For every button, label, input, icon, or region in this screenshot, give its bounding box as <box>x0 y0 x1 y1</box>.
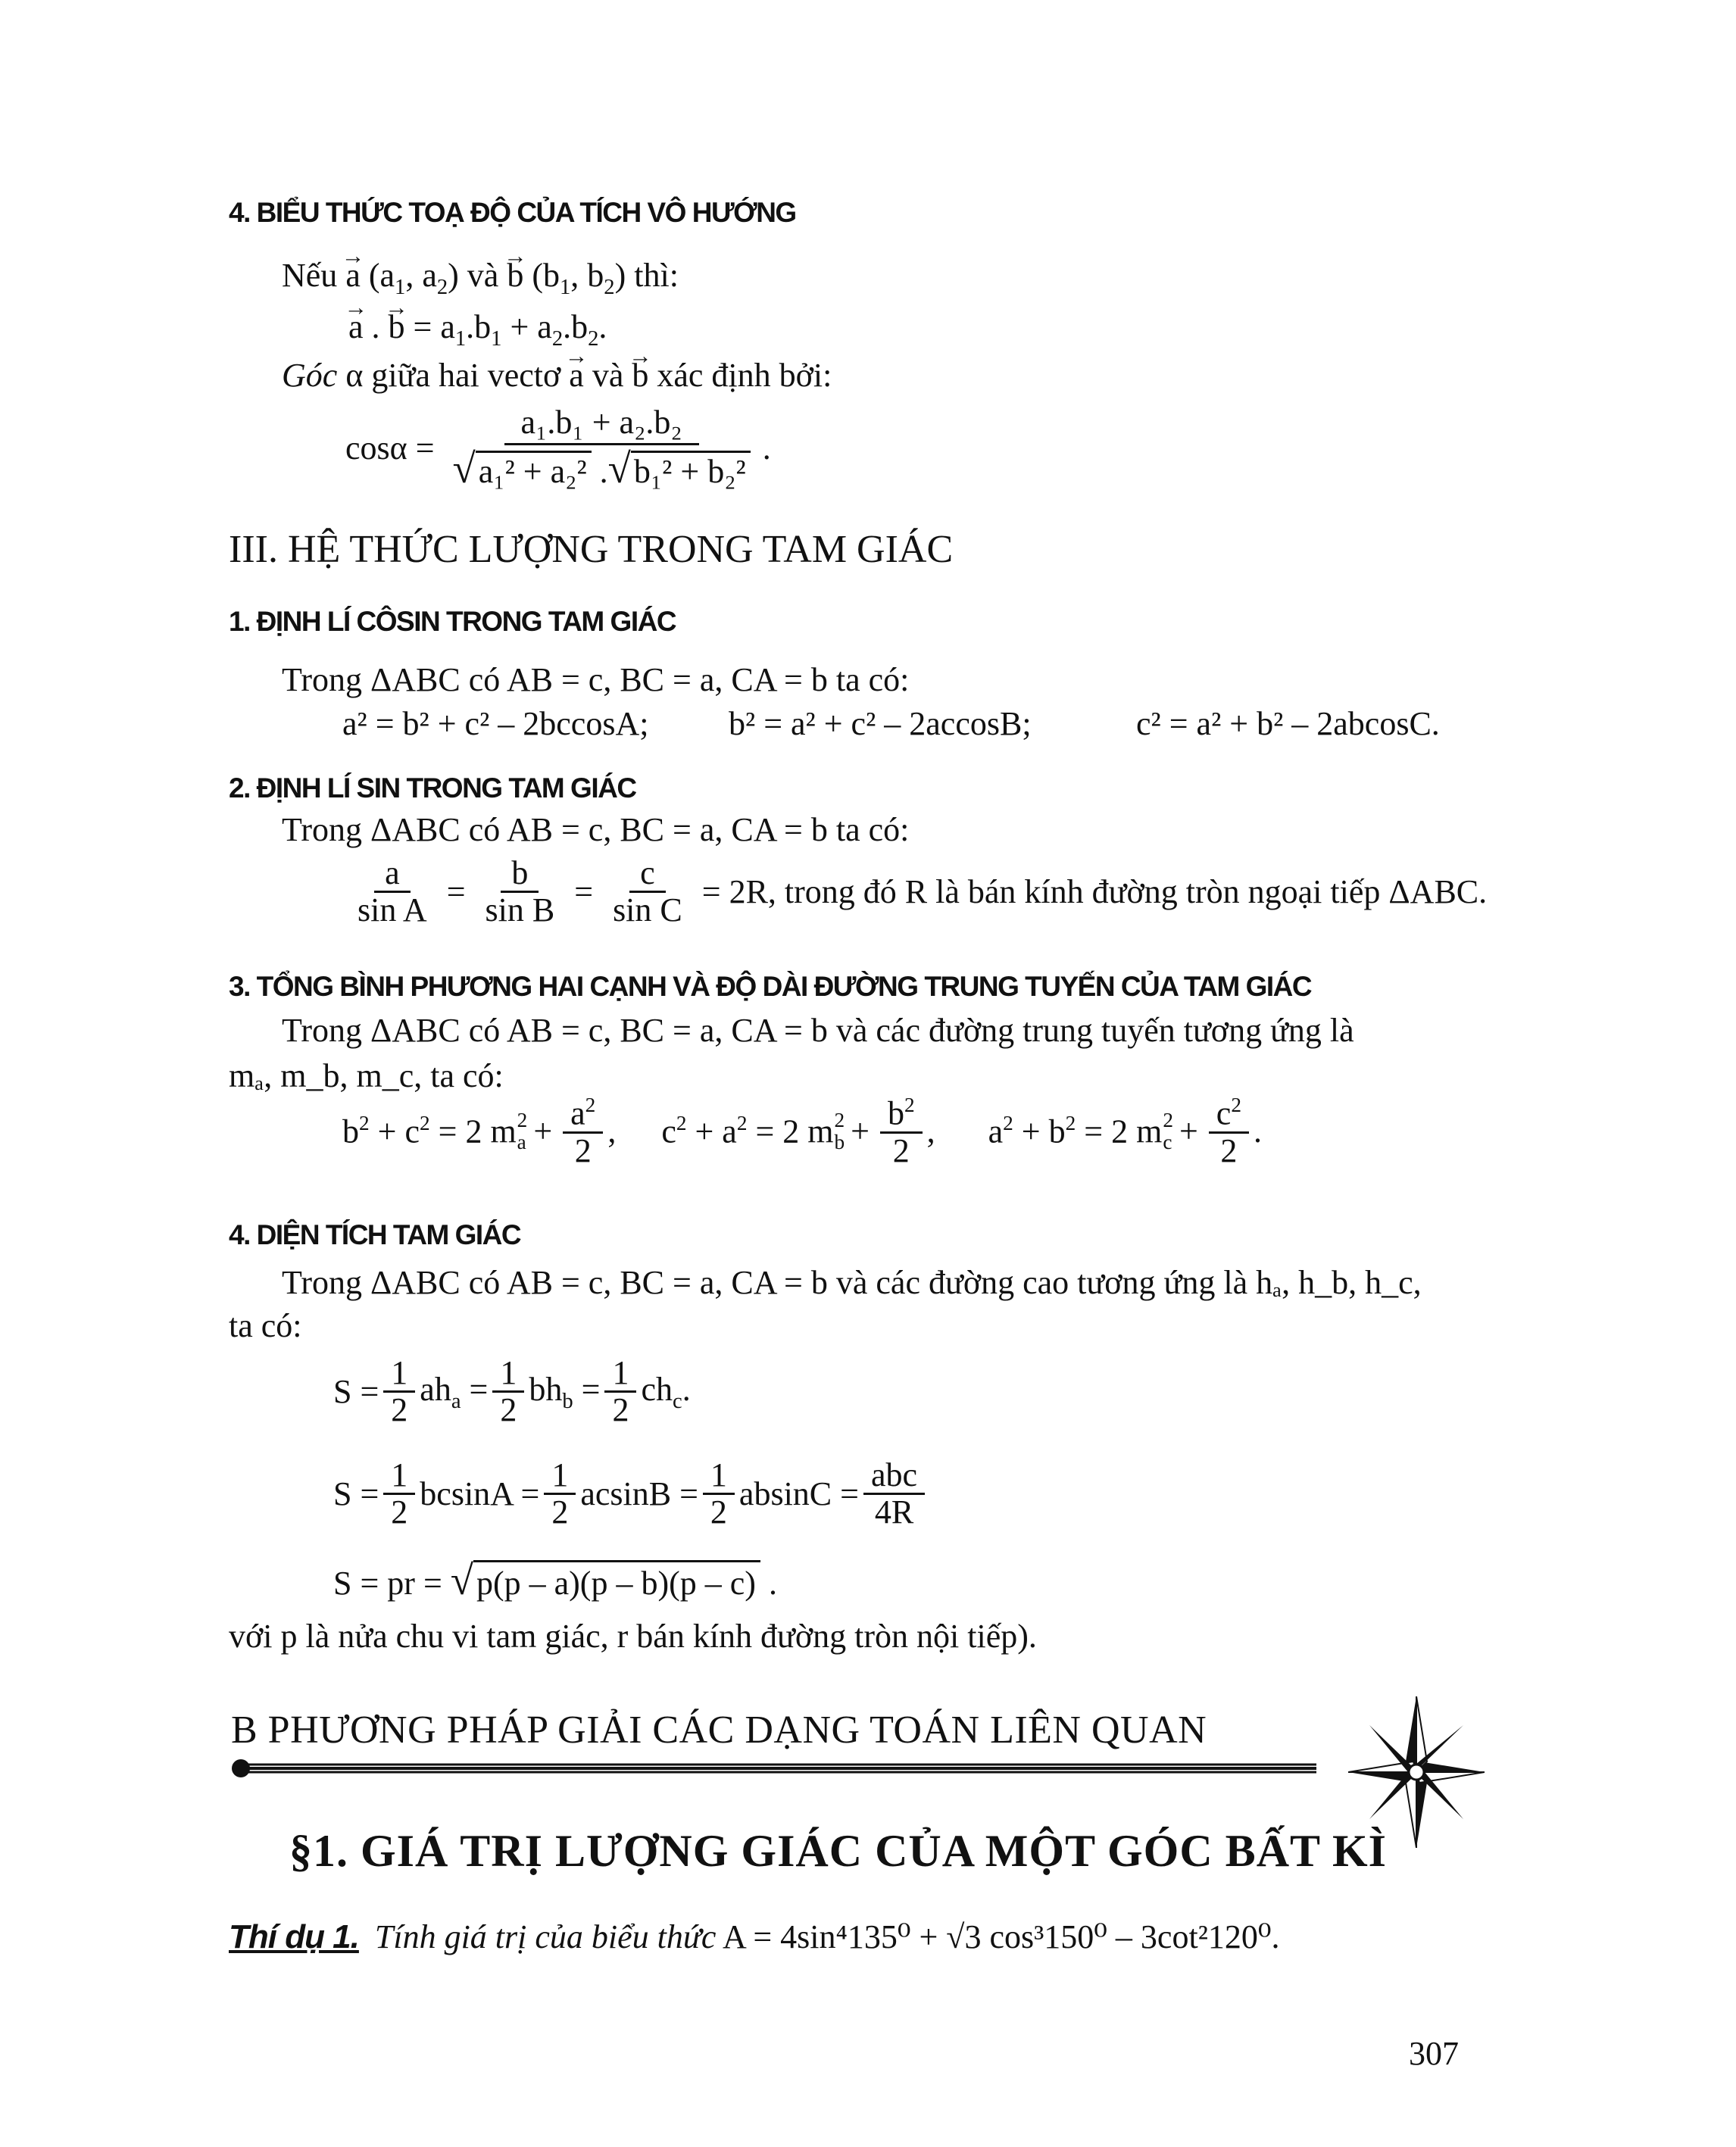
heading-sine-law: 2. ĐỊNH LÍ SIN TRONG TAM GIÁC <box>229 772 636 804</box>
median-intro-line1: Trong ΔABC có AB = c, BC = a, CA = b và các đường trung tuyến tương ứng là <box>282 1012 1354 1049</box>
dot-product-formula: → a . → $b = a_1.b_1 + a_2.b_2$. <box>348 307 607 351</box>
part-b-title: B PHƯƠNG PHÁP GIẢI CÁC DẠNG TOÁN LIÊN QUAN <box>231 1709 1207 1752</box>
chapter-title: §1. GIÁ TRỊ LƯỢNG GIÁC CỦA MỘT GÓC BẤT KÌ <box>289 1826 1387 1876</box>
heading-triangle-area: 4. DIỆN TÍCH TAM GIÁC <box>229 1219 521 1250</box>
cosine-law-formula-c: c² = a² + b² – 2abcosC. <box>1136 705 1440 742</box>
angle-definition: Góc α giữa hai vectơ → a và → b xác định bởi: <box>282 356 832 395</box>
cos-angle-formula: cosα = $\frac{\text{a₁.b₁ + a₂.b₂}}{\text{√a₁² + a₂² .√b₁² + b₂²}}$ . <box>345 404 771 492</box>
median-intro-line2: mₐ, m_b, m_c, ta có: <box>229 1057 504 1094</box>
sine-law-intro: Trong ΔABC có AB = c, BC = a, CA = b ta có: <box>282 811 910 848</box>
area-note: với p là nửa chu vi tam giác, r bán kính đường tròn nội tiếp). <box>229 1618 1037 1655</box>
example-1: Thí dụ 1. Tính giá trị của biểu thức A = 4sin⁴135⁰ + √3 cos³150⁰ – 3cot²120⁰. <box>229 1918 1280 1955</box>
area-formula-heights: S = $\frac{1}{2}$ $ah_a$ = $\frac{1}{2}$ $bh_b$ = $\frac{1}{2}$ $ch_c$. <box>333 1354 691 1429</box>
part-b-divider <box>226 1758 1316 1778</box>
cosine-law-formula-a: a² = b² + c² – 2bccosA; <box>342 705 649 742</box>
cosine-law-intro: Trong ΔABC có AB = c, BC = a, CA = b ta có: <box>282 661 910 698</box>
page-number: 307 <box>1409 2035 1459 2072</box>
cosine-law-formula-b: b² = a² + c² – 2accosB; <box>729 705 1032 742</box>
heading-cosine-law: 1. ĐỊNH LÍ CÔSIN TRONG TAM GIÁC <box>229 606 676 637</box>
section-title-triangle-relations: III. HỆ THỨC LƯỢNG TRONG TAM GIÁC <box>229 528 954 571</box>
area-formula-heron: S = pr = √p(p – a)(p – b)(p – c) . <box>333 1557 777 1603</box>
heading-median-length: 3. TỔNG BÌNH PHƯƠNG HAI CẠNH VÀ ĐỘ DÀI ĐƯỜNG TRUNG TUYẾN CỦA TAM GIÁC <box>229 971 1312 1002</box>
area-intro-line2: ta có: <box>229 1307 302 1344</box>
area-formula-sines: S = $\frac{1}{2}$ bcsinA = $\frac{1}{2}$ acsinB = $\frac{1}{2}$ absinC = $\frac{\text{abc}}{4R}$ <box>333 1458 929 1530</box>
heading-dot-product-coordinates: 4. BIỂU THỨC TOẠ ĐỘ CỦA TÍCH VÔ HƯỚNG <box>229 197 796 228</box>
example-label: Thí dụ 1. <box>229 1918 359 1955</box>
dot-product-condition: Nếu → a ($a_1$, $a_2$) và → b ($b_1$, $b_2$) thì: <box>282 256 679 300</box>
cos-numerator: a₁.b₁ + a₂.b₂ <box>504 405 699 445</box>
sine-law-formula: $\frac{a}{\text{sin A}}$ = $\frac{b}{\text{sin B}}$ = $\frac{c}{\text{sin C}}$ = 2R, trong đó R là bán kính đường tròn ngoại tiếp ΔABC. <box>358 854 1488 929</box>
cos-denominator: √a₁² + a₂² .√b₁² + b₂² <box>445 445 758 491</box>
area-intro-line1: Trong ΔABC có AB = c, BC = a, CA = b và các đường cao tương ứng là hₐ, h_b, h_c, <box>282 1264 1422 1301</box>
median-formulas: $b^2 + c^2 = 2$ m 2 a + $\frac{a^2}{2}$ , $c^2 + a^2 = 2$ m 2 b + $\frac{b^2}{2}$ , $a^2 + b^2 = 2$ m 2 c + $\frac{c^2}{2}$ . <box>342 1094 1262 1169</box>
